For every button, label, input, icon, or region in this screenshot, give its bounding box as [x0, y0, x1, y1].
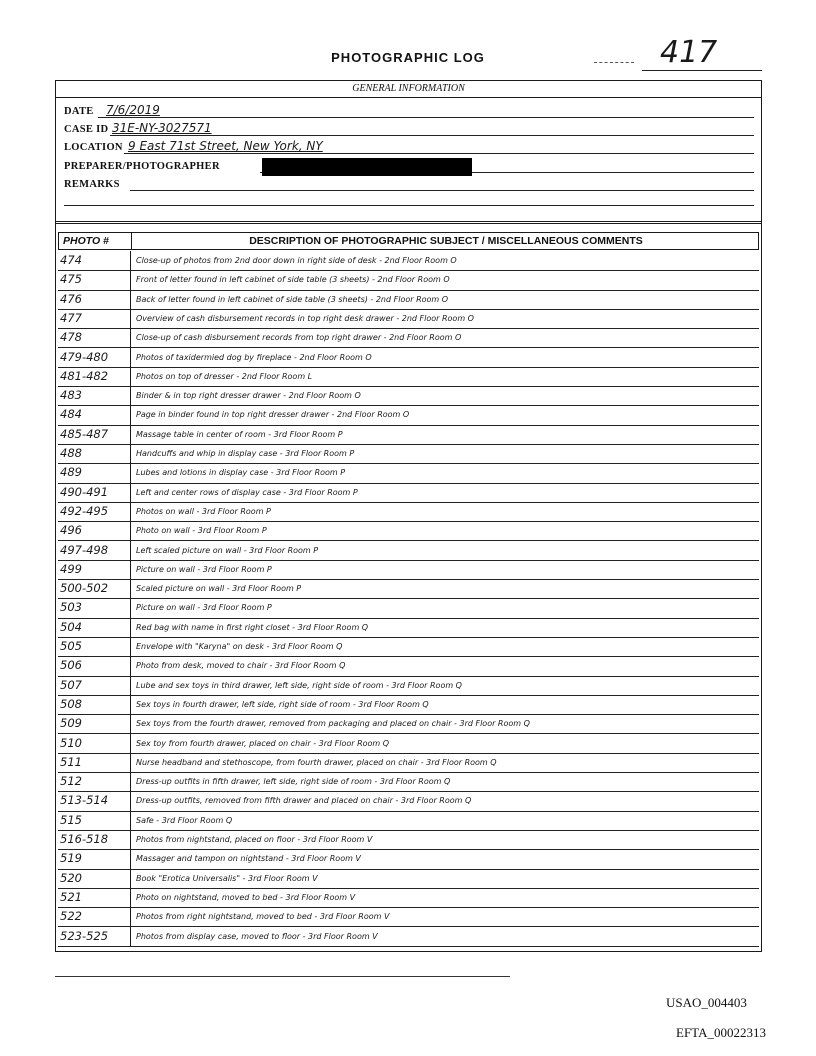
location-row — [64, 137, 754, 155]
description-header: DESCRIPTION OF PHOTOGRAPHIC SUBJECT / MISCELLANEOUS COMMENTS — [249, 235, 643, 247]
photo-number-cell: 503 — [60, 600, 82, 615]
table-row — [58, 676, 759, 696]
bottom-rule — [55, 976, 510, 977]
photo-number-cell: 507 — [60, 677, 82, 692]
photo-number-cell: 511 — [60, 754, 82, 769]
description-cell: Photos from nightstand, placed on floor - 3rd Floor Room V — [136, 835, 373, 844]
table-row — [58, 830, 759, 850]
table-row — [58, 521, 759, 541]
photo-number-cell: 513-514 — [60, 793, 109, 808]
table-row — [58, 425, 759, 445]
description-cell: Picture on wall - 3rd Floor Room P — [136, 564, 272, 574]
description-cell: Handcuffs and whip in display case - 3rd Floor Room P — [136, 449, 355, 458]
photo-number-cell: 520 — [60, 870, 82, 885]
date-label: DATE — [64, 106, 94, 117]
remarks-label: REMARKS — [64, 179, 120, 190]
description-cell: Book "Erotica Universalis" - 3rd Floor Room V — [136, 873, 318, 883]
description-cell: Sex toys in fourth drawer, left side, right side of room - 3rd Floor Room Q — [136, 699, 429, 709]
photo-number-cell: 490-491 — [60, 484, 109, 499]
table-row — [58, 637, 759, 657]
description-cell: Lube and sex toys in third drawer, left side, right side of room - 3rd Floor Room Q — [136, 680, 462, 690]
table-row — [58, 849, 759, 869]
table-row — [58, 560, 759, 580]
log-title: PHOTOGRAPHIC LOG — [331, 50, 485, 65]
photo-number-cell: 483 — [60, 388, 82, 403]
description-cell: Photos on top of dresser - 2nd Floor Room L — [136, 371, 313, 381]
photo-number-cell: 479-480 — [60, 349, 109, 364]
photo-number-cell: 476 — [60, 291, 82, 306]
photo-number-cell: 474 — [60, 253, 82, 267]
photo-number-cell: 504 — [60, 619, 82, 634]
remarks-line — [130, 190, 754, 191]
description-cell: Lubes and lotions in display case - 3rd Floor Room P — [136, 468, 346, 478]
table-row — [58, 483, 759, 503]
description-cell: Dress-up outfits in fifth drawer, left side, right side of room - 3rd Floor Room Q — [136, 777, 451, 787]
page-number-rule — [642, 70, 762, 71]
description-cell: Sex toys from the fourth drawer, removed from packaging and placed on chair - 3rd Floor Room Q — [136, 719, 530, 729]
header-divider — [131, 233, 132, 249]
description-cell: Left scaled picture on wall - 3rd Floor Room P — [136, 545, 319, 555]
photo-number-cell: 516-518 — [60, 832, 109, 846]
table-row — [58, 270, 759, 290]
table-row — [58, 328, 759, 348]
photo-number-cell: 522 — [60, 909, 82, 924]
photo-number-cell: 497-498 — [60, 542, 109, 557]
photo-number-cell: 505 — [60, 639, 82, 653]
photo-number-cell: 499 — [60, 561, 82, 576]
photo-number-cell: 477 — [60, 310, 82, 325]
case-id-value: 31E-NY-3027571 — [112, 121, 212, 135]
photo-number-cell: 481-482 — [60, 368, 109, 383]
location-label: LOCATION — [64, 142, 123, 153]
description-cell: Close-up of photos from 2nd door down in right side of desk - 2nd Floor Room O — [136, 256, 457, 265]
photo-number-cell: 509 — [60, 716, 82, 731]
table-row — [58, 927, 759, 947]
table-row — [58, 618, 759, 638]
case-id-label: CASE ID — [64, 124, 109, 135]
date-line — [98, 117, 754, 118]
table-row — [58, 502, 759, 522]
table-row — [58, 579, 759, 599]
photo-number-cell: 484 — [60, 407, 82, 422]
description-cell: Envelope with "Karyna" on desk - 3rd Floor Room Q — [136, 642, 343, 651]
photo-number-cell: 500-502 — [60, 581, 109, 596]
description-cell: Overview of cash disbursement records in top right desk drawer - 2nd Floor Room O — [136, 313, 474, 323]
description-cell: Photos of taxidermied dog by fireplace - 2nd Floor Room O — [136, 352, 372, 362]
table-header — [58, 232, 759, 250]
description-cell: Front of letter found in left cabinet of side table (3 sheets) - 2nd Floor Room O — [136, 275, 450, 285]
photo-number-cell: 512 — [60, 774, 82, 789]
bates-number-efta: EFTA_00022313 — [676, 1025, 766, 1040]
photo-number-cell: 492-495 — [60, 503, 109, 518]
table-row — [58, 309, 759, 329]
table-row — [58, 348, 759, 368]
table-row — [58, 888, 759, 908]
table-row — [58, 251, 759, 271]
location-value: 9 East 71st Street, New York, NY — [128, 139, 323, 153]
table-row — [58, 869, 759, 889]
description-cell: Page in binder found in top right dresser drawer - 2nd Floor Room O — [136, 410, 410, 420]
table-row — [58, 405, 759, 425]
section-separator — [56, 221, 761, 224]
description-cell: Dress-up outfits, removed from fifth drawer and placed on chair - 3rd Floor Room Q — [136, 796, 472, 806]
description-cell: Back of letter found in left cabinet of side table (3 sheets) - 2nd Floor Room O — [136, 294, 449, 304]
table-row — [58, 541, 759, 561]
date-value: 7/6/2019 — [106, 103, 160, 117]
photo-number-cell: 521 — [60, 889, 82, 904]
description-cell: Photo from desk, moved to chair - 3rd Floor Room Q — [136, 661, 346, 671]
photo-number-cell: 515 — [60, 812, 82, 827]
photo-number-cell: 523-525 — [60, 928, 109, 943]
date-row — [64, 101, 754, 119]
table-row — [58, 444, 759, 464]
description-cell: Massage table in center of room - 3rd Floor Room P — [136, 429, 343, 439]
description-cell: Binder & in top right dresser drawer - 2nd Floor Room O — [136, 391, 361, 401]
table-row — [58, 907, 759, 927]
description-cell: Picture on wall - 3rd Floor Room P — [136, 603, 272, 613]
description-cell: Close-up of cash disbursement records from top right drawer - 2nd Floor Room O — [136, 333, 462, 343]
description-cell: Nurse headband and stethoscope, from fourth drawer, placed on chair - 3rd Floor Room Q — [136, 757, 497, 767]
table-row — [58, 290, 759, 310]
photo-number-cell: 478 — [60, 330, 82, 345]
photo-number-cell: 519 — [60, 851, 82, 866]
photo-number-cell: 485-487 — [60, 426, 109, 441]
table-row — [58, 734, 759, 754]
description-cell: Scaled picture on wall - 3rd Floor Room P — [136, 584, 302, 594]
description-cell: Red bag with name in first right closet - 3rd Floor Room Q — [136, 622, 369, 632]
table-row — [58, 772, 759, 792]
photo-number-cell: 489 — [60, 465, 82, 480]
photo-number-cell: 506 — [60, 658, 82, 673]
page-number: 417 — [660, 35, 718, 70]
table-row — [58, 811, 759, 831]
table-row — [58, 367, 759, 387]
remarks-blank-line — [64, 205, 754, 206]
table-row — [58, 753, 759, 773]
remarks-row — [64, 174, 754, 192]
bates-number-usao: USAO_004403 — [666, 995, 747, 1010]
table-row — [58, 695, 759, 715]
description-cell: Photo on wall - 3rd Floor Room P — [136, 526, 267, 536]
preparer-row — [64, 156, 754, 174]
general-information-heading: GENERAL INFORMATION — [56, 81, 761, 98]
photo-number-cell: 475 — [60, 272, 82, 287]
table-row — [58, 791, 759, 811]
location-line — [124, 153, 754, 154]
description-cell: Sex toy from fourth drawer, placed on chair - 3rd Floor Room Q — [136, 738, 390, 748]
table-row — [58, 463, 759, 483]
description-cell: Left and center rows of display case - 3rd Floor Room P — [136, 487, 358, 497]
photo-number-cell: 496 — [60, 523, 82, 538]
description-cell: Safe - 3rd Floor Room Q — [136, 815, 233, 825]
photo-number-cell: 510 — [60, 735, 82, 750]
photo-number-cell: 488 — [60, 446, 82, 460]
description-cell: Photos from right nightstand, moved to bed - 3rd Floor Room V — [136, 912, 390, 922]
photo-number-header: PHOTO # — [63, 235, 109, 247]
page-dash-line — [594, 62, 634, 63]
description-cell: Photos from display case, moved to floor - 3rd Floor Room V — [136, 931, 378, 941]
photo-log-form — [55, 80, 762, 952]
table-row — [58, 386, 759, 406]
photo-number-cell: 508 — [60, 696, 82, 711]
description-cell: Photo on nightstand, moved to bed - 3rd Floor Room V — [136, 892, 356, 902]
case-id-line — [110, 135, 754, 136]
description-cell: Massager and tampon on nightstand - 3rd Floor Room V — [136, 854, 361, 864]
preparer-label: PREPARER/PHOTOGRAPHER — [64, 161, 220, 172]
table-row — [58, 598, 759, 618]
description-cell: Photos on wall - 3rd Floor Room P — [136, 506, 271, 516]
table-row — [58, 714, 759, 734]
case-id-row — [64, 119, 754, 137]
table-row — [58, 656, 759, 676]
